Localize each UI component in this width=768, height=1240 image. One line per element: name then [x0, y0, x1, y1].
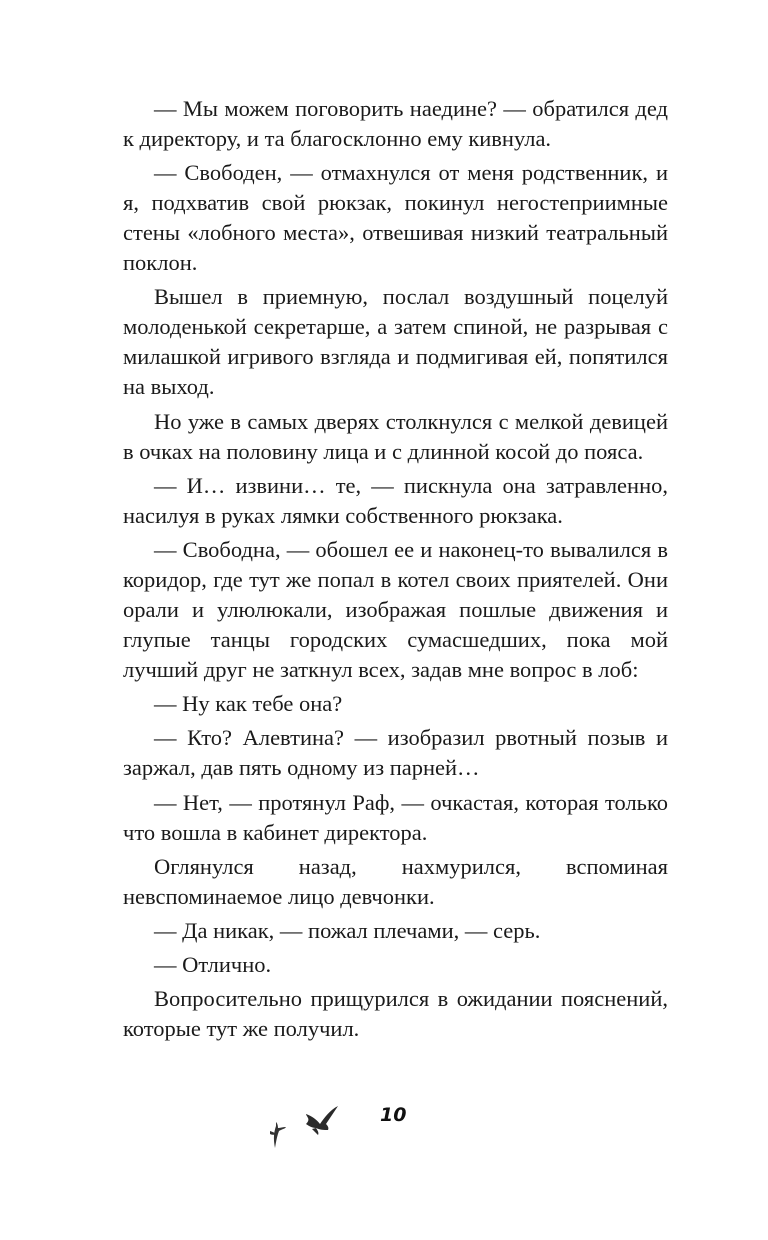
paragraph: — Мы можем поговорить наедине? — обратился дед к директору, и та благосклонно ему кивнула.	[123, 96, 668, 151]
paragraph: Вопросительно прищурился в ожидании пояснений, которые тут же получил.	[123, 986, 668, 1042]
page-number: 10	[380, 1104, 407, 1126]
paragraph: — Свободна, — обошел ее и наконец-то вывалился в коридор, где тут же попал в котел своих приятелей. Они орали и улюлюкали, изображая пошлые движения и глупые танцы городских сумасшедших, пока мой лучший друг не заткнул всех, задав мне вопрос в лоб:	[123, 536, 668, 682]
paragraph: — Свободен, — отмахнулся от меня родственник, и я, подхватив свой рюкзак, покинул негостеприимные стены «лобного места», отвешивая низкий театральный поклон.	[123, 160, 668, 276]
page-footer	[0, 1098, 768, 1168]
paragraph: — И… извини… те, — пискнула она затравленно, насилуя в руках лямки собственного рюкзака.	[123, 472, 668, 528]
birds-icon	[262, 1098, 342, 1158]
paragraph: Вышел в приемную, послал воздушный поцелуй молоденькой секретарше, а затем спиной, не разрывая с милашкой игривого взгляда и подмигивая ей, попятился на выход.	[123, 284, 668, 400]
paragraph: — Кто? Алевтина? — изобразил рвотный позыв и заржал, дав пять одному из парней…	[123, 725, 668, 781]
paragraph: Но уже в самых дверях столкнулся с мелкой девицей в очках на половину лица и с длинной косой до пояса.	[123, 408, 668, 464]
paragraph: Оглянулся назад, нахмурился, вспоминая невспоминаемое лицо девчонки.	[123, 853, 668, 909]
paragraph: — Нет, — протянул Раф, — очкастая, которая только что вошла в кабинет директора.	[123, 789, 668, 845]
paragraph: — Отлично.	[154, 952, 272, 978]
paragraph: — Ну как тебе она?	[154, 691, 343, 717]
paragraph: — Да никак, — пожал плечами, — серь.	[154, 917, 541, 943]
body-text	[123, 94, 668, 1048]
